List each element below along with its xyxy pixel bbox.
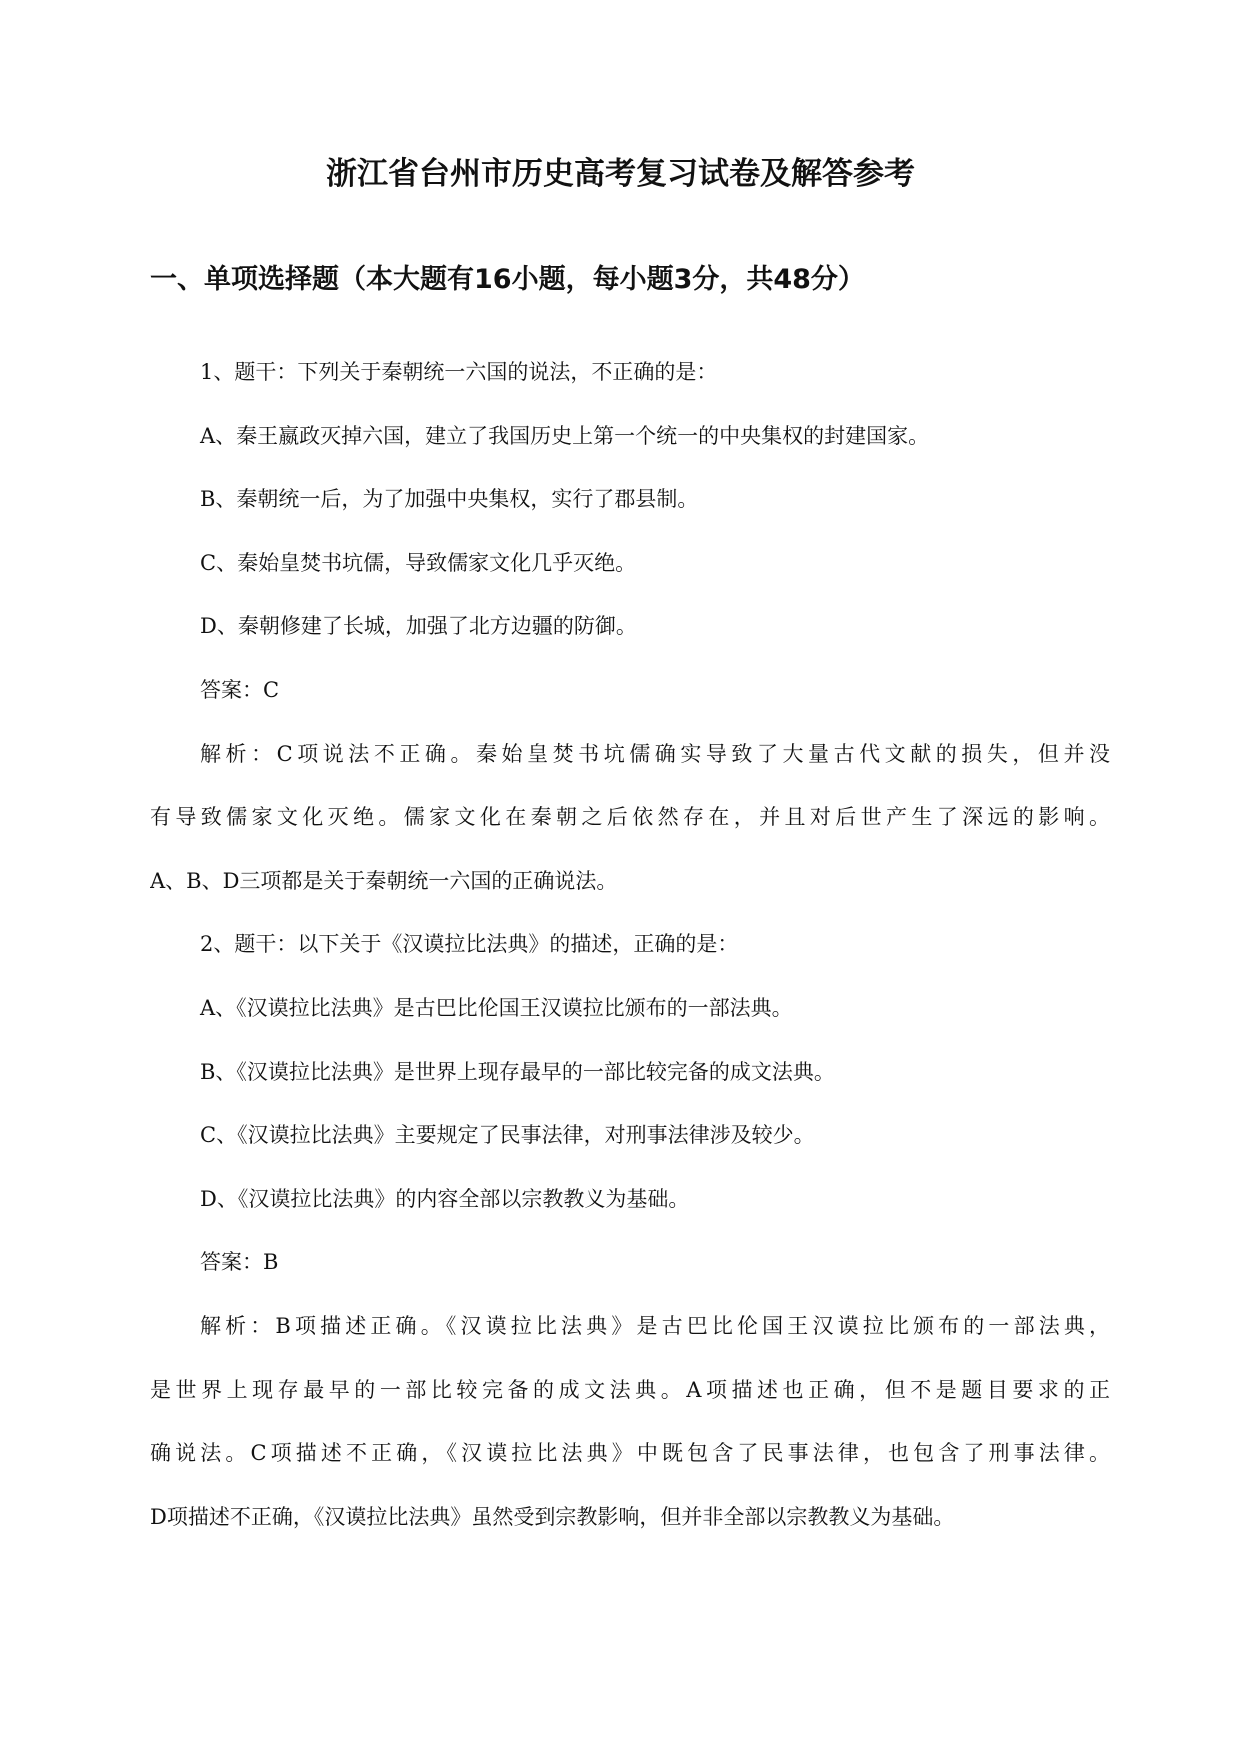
question-1-stem: 1、题干：下列关于秦朝统一六国的说法，不正确的是：: [200, 360, 718, 384]
question-1-analysis-line: 有导致儒家文化灭绝。儒家文化在秦朝之后依然存在，并且对后世产生了深远的影响。: [150, 805, 1110, 830]
question-1-analysis-line: A、B、D三项都是关于秦朝统一六国的正确说法。: [150, 868, 618, 893]
section-heading: 一、单项选择题（本大题有16小题，每小题3分，共48分）: [150, 264, 865, 295]
question-2-option-c: C、《汉谟拉比法典》主要规定了民事法律，对刑事法律涉及较少。: [200, 1123, 815, 1148]
question-1-option-d: D、秦朝修建了长城，加强了北方边疆的防御。: [200, 614, 637, 639]
question-1-answer: 答案：C: [200, 677, 280, 702]
question-1: [150, 341, 1110, 913]
question-2-option-b: B、《汉谟拉比法典》是世界上现存最早的一部比较完备的成文法典。: [200, 1059, 835, 1084]
question-2-answer: 答案：B: [200, 1250, 279, 1275]
question-1-option-b: B、秦朝统一后，为了加强中央集权，实行了郡县制。: [200, 487, 699, 512]
question-1-option-a: A、秦王嬴政灭掉六国，建立了我国历史上第一个统一的中央集权的封建国家。: [200, 423, 930, 448]
document-title: 浙江省台州市历史高考复习试卷及解答参考: [326, 156, 915, 192]
question-2: [150, 913, 1110, 1549]
question-2-option-d: D、《汉谟拉比法典》的内容全部以宗教教义为基础。: [200, 1186, 690, 1211]
question-2-analysis-line: 解析：B项描述正确。《汉谟拉比法典》是古巴比伦国王汉谟拉比颁布的一部法典，: [200, 1313, 1110, 1338]
question-1-option-c: C、秦始皇焚书坑儒，导致儒家文化几乎灭绝。: [200, 550, 637, 575]
document-body: [150, 341, 1110, 1549]
question-1-analysis-line: 解析：C项说法不正确。秦始皇焚书坑儒确实导致了大量古代文献的损失，但并没: [200, 741, 1110, 766]
question-2-analysis-line: 是世界上现存最早的一部比较完备的成文法典。A项描述也正确，但不是题目要求的正: [150, 1377, 1110, 1402]
question-2-analysis-line: 确说法。C项描述不正确，《汉谟拉比法典》中既包含了民事法律，也包含了刑事法律。: [150, 1441, 1110, 1466]
question-2-stem: 2、题干：以下关于《汉谟拉比法典》的描述，正确的是：: [200, 932, 739, 957]
question-2-option-a: A、《汉谟拉比法典》是古巴比伦国王汉谟拉比颁布的一部法典。: [200, 995, 793, 1020]
question-2-analysis-line: D项描述不正确，《汉谟拉比法典》虽然受到宗教影响，但并非全部以宗教教义为基础。: [150, 1504, 955, 1529]
